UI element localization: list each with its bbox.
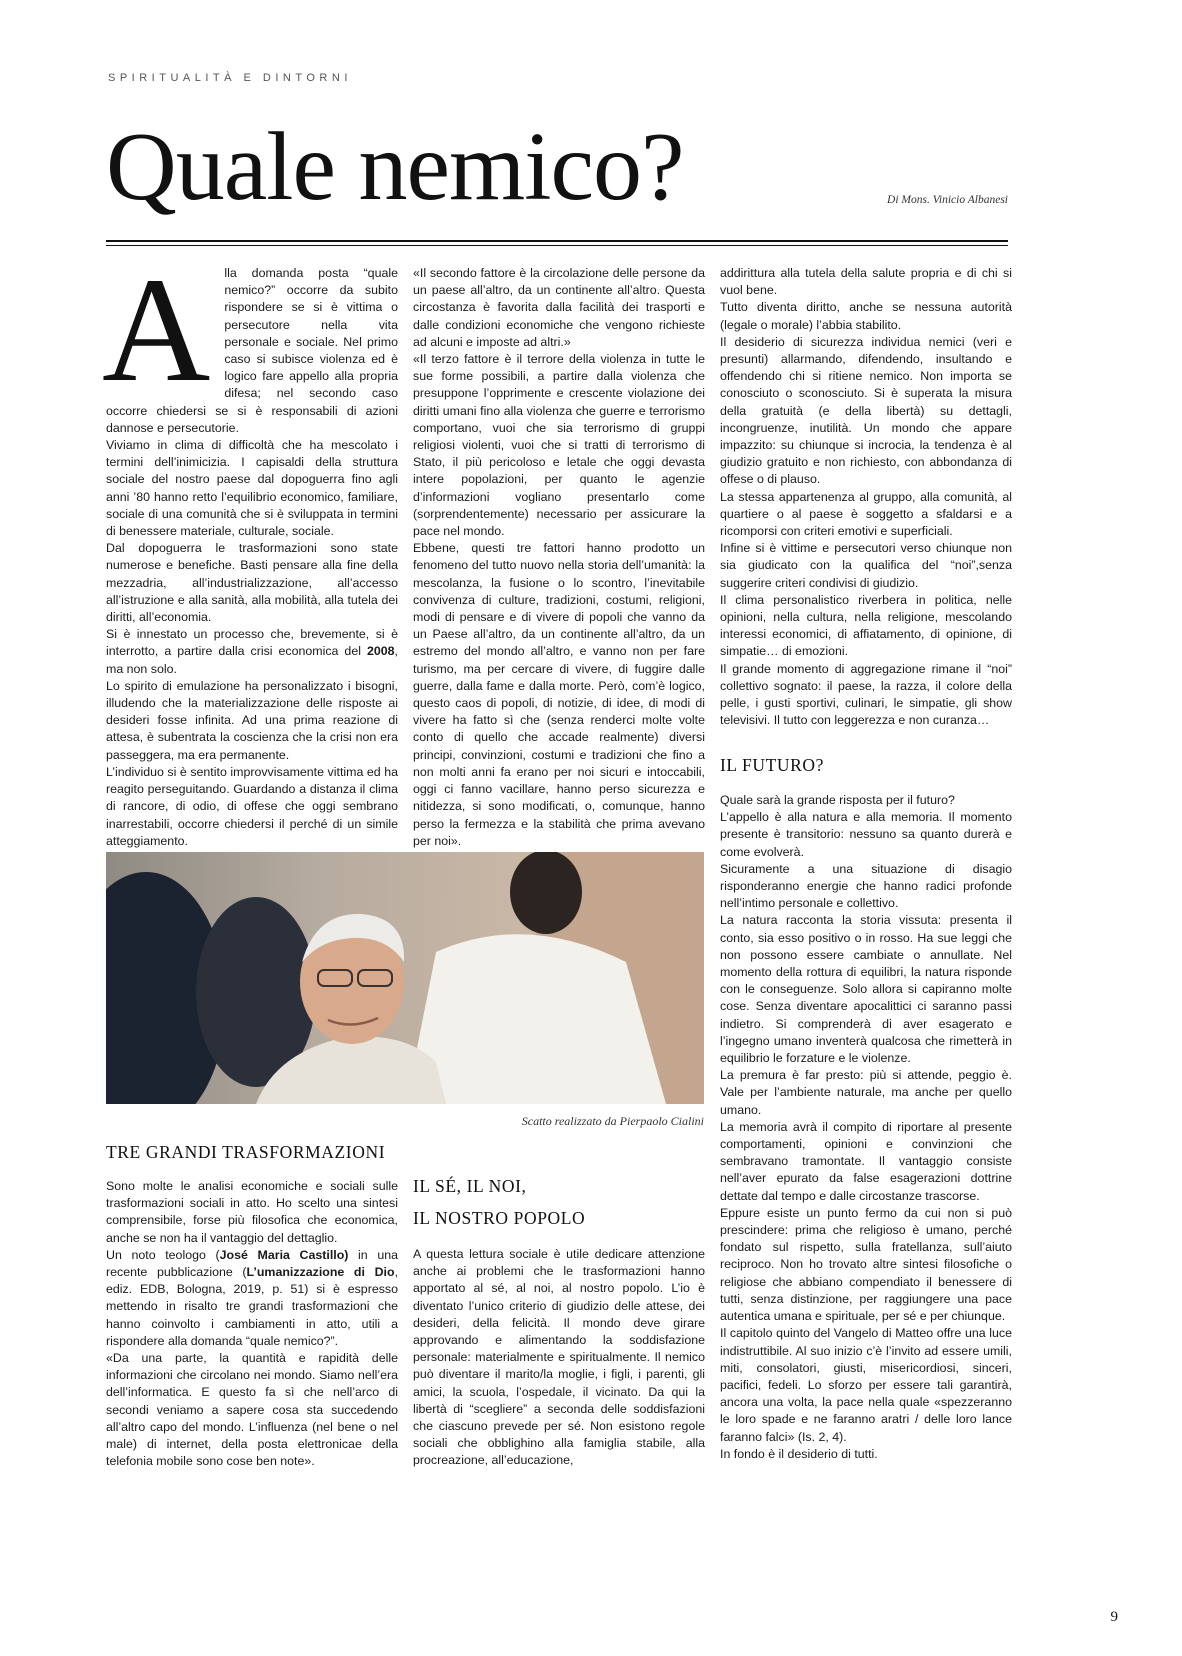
body-paragraph: Tutto diventa diritto, anche se nessuna autorità (legale o morale) l’abbia stabilito. xyxy=(720,300,1012,332)
intro-text: lla domanda posta “quale nemico?” occorre da subito rispondere se si è vittima o persecutore nella vita personale e sociale. Nel primo caso si subisce violenza ed è logico fare appello alla propria difesa; nel secondo caso occorre chiedersi se si è responsabili di azioni dannose e persecutorie. xyxy=(106,266,398,435)
body-paragraph: Eppure esiste un punto fermo da cui non si può prescindere: prima che religioso è umano, perché fondato sul rispetto, sulla fratellanza, sull’aiuto reciproco. Non ho trovato altre sintesi filosofiche o religiose che abbiano compendiato il benessere di tutti, senza distinzione, per raggiungere una pace autentica umana e spirituale, per sé e per chiunque. xyxy=(720,1205,1012,1324)
photo-caption: Scatto realizzato da Pierpaolo Cialini xyxy=(521,1114,704,1128)
intro-paragraph xyxy=(102,247,398,437)
title-rule-thick xyxy=(106,240,1008,242)
column-il-se xyxy=(413,1246,705,1470)
heading-il-se-line2: IL NOSTRO POPOLO xyxy=(413,1208,586,1228)
body-paragraph: A questa lettura sociale è utile dedicare attenzione anche ai problemi che le trasformazioni hanno apportato al sé, al noi, al nostro popolo. L’io è diventato l’unico criterio di giudizio delle attese, dei desideri, della felicità. Il mondo deve girare approvando e alimentando la soddisfazione personale: materialmente e spiritualmente. Il nemico può diventare il marito/la moglie, i figli, i parenti, gli amici, la scuola, l’ospedale, il vicinato. Da qui la libertà di “scegliere” a seconda delle soddisfazioni che ciascuno prevede per sé. Non esistono regole sociali che obblighino alla famiglia stabile, alla procreazione, all’educazione, xyxy=(413,1247,705,1468)
body-paragraph: Sono molte le analisi economiche e sociali sulle trasformazioni sociali in atto. Ho scelto una sintesi comprensibile, forse più filosofica che economica, anche se non ha il vantaggio del dettaglio. xyxy=(106,1179,398,1245)
body-paragraph: «Il secondo fattore è la circolazione delle persone da un paese all’altro, da un continente all’altro. Questa circostanza è favorita dalla facilità dei trasporti e dalle condizioni economiche che vengono richieste ad alcuni e imposte ad altri.» xyxy=(413,266,705,349)
body-paragraph: Quale sarà la grande risposta per il futuro? xyxy=(720,793,955,807)
column-tre-grandi xyxy=(106,1178,398,1470)
intro-text: , ma non solo. xyxy=(106,644,398,676)
intro-bold-year: 2008 xyxy=(366,644,395,659)
body-paragraph: Il desiderio di sicurezza individua nemici (veri e presunti) allarmando, difendendo, insultando e offendendo chi si ritiene nemico. Non importa se conosciuto o sconosciuto. Si è superata la misura della gratuità (e della libertà) su dettagli, incongruenze, inutilità. Un mondo che appare impazzito: su chiunque si incrocia, la tendenza è al giudizio gratuito e non richiesto, con abbondanza di offese o di plauso. xyxy=(720,334,1012,487)
body-paragraph: Il grande momento di aggregazione rimane il “noi” collettivo sognato: il paese, la razza, il colore della pelle, i gusti sportivi, culinari, le simpatie, gli show televisivi. Il tutto con leggerezza e non curanza… xyxy=(720,661,1012,728)
body-paragraph: La natura racconta la storia vissuta: presenta il conto, sia esso positivo o in rosso. Ha sue leggi che non possono essere cambiate o annullate. Nel momento della rottura di equilibri, la natura risponde con le conseguenze. Solo allora si capiranno molte cose. Senza diventare apocalittici ci saranno passi indietro. Si comprenderà di aver esagerato e l’ingegno umano inventerà qualcosa che rimetterà in equilibrio le forzature e le violenze. xyxy=(720,913,1012,1066)
column-middle-top xyxy=(413,265,705,850)
book-title-bold: L’umanizzazione di Dio xyxy=(246,1265,395,1280)
body-paragraph xyxy=(106,1247,398,1350)
intro-paragraph: Dal dopoguerra le trasformazioni sono state numerose e benefiche. Basti pensare alla fine della mezzadria, all’industrializzazione, all’accesso all’istruzione e alla sanità, alla mobilità, alla tutela dei diritti, all’economia. xyxy=(106,541,398,625)
drop-cap: A xyxy=(102,247,211,413)
article-title: Quale nemico? xyxy=(106,113,684,221)
page-number: 9 xyxy=(1110,1609,1118,1625)
author-name-bold: José Maria Castillo) xyxy=(219,1247,349,1262)
column-right-top xyxy=(720,265,1012,729)
intro-paragraph: L’individuo si è sentito improvvisamente vittima ed ha reagito perseguitando. Guardando a distanza il clima di rancore, di odio, di offese che oggi sembrano inarrestabili, occorre chiedersi il perché di un simile atteggiamento. xyxy=(106,764,398,848)
body-paragraph: La premura è far presto: più si attende, peggio è. Vale per l’ambiente naturale, ma anche per quello umano. xyxy=(720,1068,1012,1117)
section-kicker: SPIRITUALITÀ E DINTORNI xyxy=(108,72,352,84)
body-paragraph: Infine si è vittime e persecutori verso chiunque non sia giudicato con la qualifica del “noi”,senza suggerire criteri condivisi di giudizio. xyxy=(720,541,1012,590)
heading-tre-grandi: TRE GRANDI TRASFORMAZIONI xyxy=(106,1142,386,1162)
author-byline: Di Mons. Vinicio Albanesi xyxy=(887,194,1008,206)
body-paragraph: addirittura alla tutela della salute propria e di chi si vuol bene. xyxy=(720,266,1012,298)
body-paragraph: Il clima personalistico riverbera in politica, nelle opinioni, nella cultura, nella religione, mescolando interessi economici, di affiatamento, di opinione, di simpatie… di emozioni. xyxy=(720,592,1012,659)
article-photo xyxy=(106,852,704,1104)
body-text: Un noto teologo ( xyxy=(106,1247,220,1262)
body-paragraph: L’appello è alla natura e alla memoria. Il momento presente è transitorio: nessuno sa quanto durerà e come evolverà. xyxy=(720,810,1012,859)
column-futuro xyxy=(720,792,1012,1463)
intro-paragraph: Viviamo in clima di difficoltà che ha mescolato i termini dell’inimicizia. I capisaldi della struttura sociale del nostro paese dal dopoguerra fino agli anni ’80 hanno retto l’equilibrio economico, familiare, sociale di una comunità che si è sviluppata in termini di benessere materiale, culturale, sociale. xyxy=(106,438,398,539)
body-text: , ediz. EDB, Bologna, 2019, p. 51) si è espresso mettendo in risalto tre grandi trasformazioni che hanno coinvolto i cambiamenti in atto, utili a rispondere alla domanda “quale nemico?”. xyxy=(106,1265,399,1348)
body-text: in una recente pubblicazione ( xyxy=(106,1247,399,1280)
body-paragraph: La stessa appartenenza al gruppo, alla comunità, al quartiere o al paese è soggetto a sfaldarsi e a ricomporsi con criteri emotivi e superficiali. xyxy=(720,489,1012,539)
intro-paragraph xyxy=(106,626,398,678)
body-paragraph: Sicuramente a una situazione di disagio risponderanno energie che hanno radici profonde nell’intimo personale e collettivo. xyxy=(720,861,1012,911)
body-paragraph: «Da una parte, la quantità e rapidità delle informazioni che circolano nei mondo. Siamo nell’era dell’informatica. E questo fa sì che nell’arco di secondi veniamo a sapere cosa sta succedendo all’altro capo del mondo. L’influenza (nel bene o nel male) di internet, della posta elettronicae della telefonia mobile sono cose ben note». xyxy=(106,1351,398,1469)
photo-illustration xyxy=(106,852,704,1104)
intro-paragraph: Lo spirito di emulazione ha personalizzato i bisogni, illudendo che la materializzazione delle risposte ai desideri fosse infinita. Ad una prima reazione di attesa, è subentrata la coscienza che la crisi non era passeggera, ma era permanente. xyxy=(106,678,398,762)
body-paragraph: La memoria avrà il compito di riportare al presente comportamenti, opinioni e convinzioni che sembravano tramontate. Il vantaggio consiste nell’aver epurato da false esagerazioni dottrine dettate dal tempo e dalle circostanze trascorse. xyxy=(720,1119,1012,1203)
body-paragraph: In fondo è il desiderio di tutti. xyxy=(720,1446,878,1461)
heading-il-se-line1: IL SÉ, IL NOI, xyxy=(413,1176,527,1196)
body-paragraph: «Il terzo fattore è il terrore della violenza in tutte le sue forme possibili, a partire dalla violenza che presuppone l’opprimente e crescente violazione dei diritti umani fino alla violenza che guerre e terrorismo comportano, vuoi che sia terrorismo di gruppi religiosi violenti, vuoi che si tratti di terrorismo di Stato, il più pericoloso e letale che oggi devasta intere popolazioni, per quanto le agenzie d’informazioni vogliano presentarlo come (sorprendentemente) necessario per assicurare la pace nel mondo. xyxy=(413,352,705,539)
body-paragraph: Il capitolo quinto del Vangelo di Matteo offre una luce indistruttibile. Al suo inizio c’è l’invito ad essere umili, miti, consolatori, giusti, misericordiosi, sinceri, pacifici, fedeli. Lo sforzo per essere tali garantirà, ancora una volta, la pace nella quale «spezzeranno le loro spade e ne faranno aratri / delle loro lance faranno falci» (Is. 2, 4). xyxy=(720,1326,1012,1444)
intro-text: Si è innestato un processo che, brevemente, si è interrotto, a partire dalla crisi economica del xyxy=(106,627,398,659)
body-paragraph: Ebbene, questi tre fattori hanno prodotto un fenomeno del tutto nuovo nella storia dell’umanità: la mescolanza, la fusione o lo scontro, l’inevitabile convivenza di culture, tradizioni, costumi, religioni, modi di pensare e di vivere di popoli che vanno da un Paese all’altro, da un continente all’altro, da un estremo del mondo all’altro, e vanno non per fare turismo, ma per cercare di vivere, di fuggire dalle guerre, dalla fame e dalla morte. Però, com’è logico, questo caos di popoli, di notizie, di idee, di modi di vivere ha fatto sì che (senza renderci molte volte conto di quello che accade realmente) diversi principi, convinzioni, costumi e tradizioni che fino a non molti anni fa erano per noi sicuri e intoccabili, oggi ci fanno vacillare, hanno perso sicurezza e nitidezza, si sono modificati, o, comunque, hanno perso la fermezza e la stabilità che prima avevano per noi». xyxy=(413,541,705,848)
title-rule-thin xyxy=(106,245,1008,246)
heading-il-futuro: IL FUTURO? xyxy=(720,755,825,775)
column-intro xyxy=(102,247,398,850)
